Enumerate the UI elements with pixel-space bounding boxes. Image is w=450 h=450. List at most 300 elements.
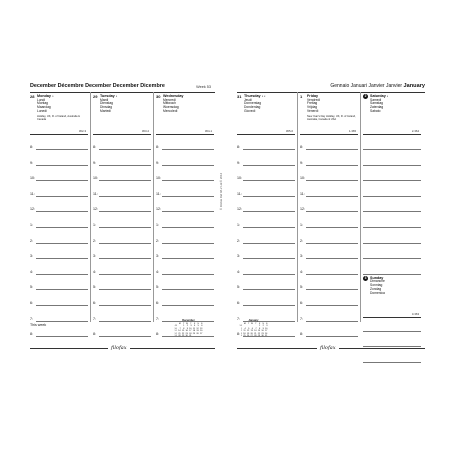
sunday-header-rule	[363, 317, 421, 318]
mini-calendar-date[interactable]: 4	[193, 325, 196, 327]
mini-calendar-date[interactable]: 12	[196, 327, 199, 330]
mini-calendar-date[interactable]: 18	[243, 332, 246, 335]
sunday-name: Sunday	[370, 275, 384, 280]
mini-calendar-week	[239, 335, 268, 338]
day-name-translation: Montag	[37, 101, 48, 106]
hour-line[interactable]	[36, 243, 88, 244]
hour-label: 11:	[93, 191, 98, 196]
hour-label: 4:	[30, 269, 33, 274]
day-header-rule	[363, 134, 421, 135]
hour-label: 10:	[30, 176, 35, 181]
mini-calendar-weekday: S	[200, 322, 203, 325]
hour-line[interactable]	[363, 274, 421, 275]
hour-label: 1:	[300, 223, 303, 227]
day-name-translation: Dinsdag	[100, 105, 113, 110]
hour-label: 10:	[237, 176, 242, 181]
hour-label: 9:	[237, 160, 240, 165]
hour-label: 1:	[156, 223, 159, 227]
hour-line[interactable]	[36, 289, 88, 290]
mini-calendar-date[interactable]: 10	[189, 327, 192, 330]
hour-label: 6:	[156, 301, 159, 305]
mini-calendar-date[interactable]: 2	[186, 325, 188, 327]
this-week-label: This week	[30, 323, 47, 327]
sunday-number: 3	[364, 275, 367, 280]
hour-line[interactable]	[99, 180, 151, 181]
hour-line[interactable]	[162, 258, 214, 259]
hour-label: 11:	[237, 191, 242, 196]
hour-line[interactable]	[36, 336, 88, 337]
hour-label: 12:	[300, 207, 305, 212]
mini-calendar-date[interactable]: 19	[196, 330, 199, 332]
hour-line[interactable]	[99, 305, 151, 306]
day-name-translation: Venerdì	[307, 108, 319, 113]
filofax-logo: filofax	[108, 345, 130, 351]
day-name-translations	[307, 99, 320, 114]
hour-label: 10:	[300, 176, 305, 181]
hour-line[interactable]	[363, 258, 421, 259]
hour-label: 7:	[30, 316, 33, 321]
mini-calendar-date[interactable]: 10	[264, 327, 268, 330]
hour-line[interactable]	[36, 258, 88, 259]
day-name-translation: Freitag	[307, 101, 318, 106]
day-name-translation: Woensdag	[163, 105, 179, 110]
day-count: 2-364	[411, 129, 419, 133]
hour-line[interactable]	[306, 258, 358, 259]
hour-label: 3:	[300, 254, 303, 259]
mini-calendar-date[interactable]: 7	[179, 327, 181, 330]
hour-label: 1:	[237, 223, 240, 227]
hour-line[interactable]	[99, 274, 151, 275]
mini-calendar-date[interactable]: 23	[261, 332, 264, 335]
mini-calendar-date[interactable]: 14	[178, 330, 181, 332]
mini-calendar-week-number: 1	[240, 327, 243, 330]
hour-line[interactable]	[162, 243, 214, 244]
mini-calendar-weekday: T	[247, 322, 250, 325]
day-name-translation: Sonntag	[370, 283, 383, 288]
mini-calendar-date[interactable]: 4	[244, 327, 246, 330]
month-title-main: January	[403, 83, 425, 89]
mini-calendar-date[interactable]: 22	[257, 332, 261, 335]
week-label: Week 53	[196, 85, 211, 89]
mini-calendar-date[interactable]: 26	[246, 335, 250, 337]
sunday-line[interactable]	[363, 331, 421, 332]
day-header-rule	[300, 134, 358, 135]
sunday-line[interactable]	[363, 362, 421, 363]
month-title-december: December Décembre December December Dicembre	[30, 83, 165, 89]
mini-calendar-date[interactable]: 1	[183, 325, 185, 327]
hour-line[interactable]	[243, 305, 295, 306]
hour-line[interactable]	[306, 336, 358, 337]
day-name-text: Tuesday	[100, 94, 115, 98]
day-name-translation: Samedi	[370, 97, 382, 102]
mini-calendar-date[interactable]: 21	[254, 332, 257, 335]
moon-phase-icon: ◐	[385, 94, 389, 98]
sunday-count: 3-363	[411, 311, 419, 316]
hour-label: 3:	[30, 254, 33, 259]
hour-line[interactable]	[243, 165, 295, 166]
hour-line[interactable]	[36, 165, 88, 166]
hour-line[interactable]	[162, 180, 214, 181]
mini-calendar-date[interactable]: 20	[250, 332, 253, 335]
hour-line[interactable]	[243, 258, 295, 259]
day-number: 2	[364, 94, 367, 98]
mini-calendar-weekday: M	[243, 322, 246, 325]
hour-line[interactable]	[306, 321, 358, 322]
mini-calendar-date[interactable]: 16	[261, 330, 264, 332]
hour-line[interactable]	[363, 180, 421, 181]
hour-line[interactable]	[36, 196, 88, 197]
hour-label: 12:	[237, 207, 242, 212]
hour-line[interactable]	[363, 227, 421, 228]
mini-calendar-date[interactable]: 6	[201, 325, 203, 327]
mini-calendar-date[interactable]: 19	[246, 332, 250, 335]
mini-calendar-date[interactable]: 12	[246, 330, 250, 332]
hour-line[interactable]	[36, 211, 88, 212]
day-count: 363-2	[141, 129, 149, 133]
mini-calendar-date[interactable]: 29	[181, 335, 185, 337]
day-name-translation: Mittwoch	[163, 101, 177, 106]
mini-calendar-date[interactable]: 5	[248, 327, 250, 330]
sunday-translations	[370, 280, 385, 295]
mini-calendar-week-number: 50	[174, 327, 178, 330]
hour-label: 1:	[30, 223, 33, 227]
hour-label: 5:	[237, 285, 240, 290]
day-name-translation: Lunedì	[37, 108, 48, 113]
hour-line[interactable]	[36, 149, 88, 150]
mini-calendar-date[interactable]: 14	[254, 330, 257, 332]
hour-label: 8:	[237, 145, 240, 149]
day-name-translation: Donderdag	[244, 105, 261, 110]
mini-calendar-date[interactable]: 17	[264, 330, 268, 332]
hour-label: 8:	[237, 332, 240, 337]
mini-calendar-weekday: T	[255, 322, 257, 325]
day-name-translation: Mercredi	[163, 97, 176, 102]
mini-calendar-weekday: W	[250, 322, 253, 325]
mini-calendar-date[interactable]: 15	[257, 330, 261, 332]
hour-line[interactable]	[162, 196, 214, 197]
mini-calendar-date[interactable]: 20	[199, 330, 203, 332]
mini-calendar-date[interactable]: 17	[189, 330, 192, 332]
hour-line[interactable]	[99, 196, 151, 197]
day-name-text: Friday	[307, 94, 319, 98]
hour-line[interactable]	[162, 165, 214, 166]
hour-line[interactable]	[243, 289, 295, 290]
hour-line[interactable]	[363, 196, 421, 197]
day-header-rule	[93, 134, 151, 135]
hour-label: 11:	[300, 191, 305, 196]
hour-line[interactable]	[36, 227, 88, 228]
hour-line[interactable]	[36, 180, 88, 181]
mini-calendar-date[interactable]: 29	[257, 335, 261, 337]
mini-calendar-date[interactable]: 21	[178, 332, 181, 335]
filofax-logo: filofax	[317, 345, 339, 351]
day-name-translation: Donnerstag	[244, 101, 262, 106]
mini-calendar-weekday: T	[190, 322, 192, 325]
day-count: 364-1	[204, 129, 212, 133]
day-name-translation: Samstag	[370, 101, 384, 106]
day-column[interactable]	[363, 92, 421, 322]
hour-line[interactable]	[243, 243, 295, 244]
hour-line[interactable]	[363, 211, 421, 212]
day-number: 28	[30, 94, 35, 99]
day-count: 1-365	[348, 129, 356, 133]
hour-line[interactable]	[243, 149, 295, 150]
day-name-translation: Martedì	[100, 108, 112, 113]
mini-calendar-date[interactable]: 11	[192, 327, 196, 330]
mini-calendar-week-number: 52	[174, 332, 178, 335]
day-name-text: Wednesday	[163, 94, 184, 98]
mini-calendar-date[interactable]: 7	[255, 327, 257, 330]
hour-label: 9:	[300, 160, 303, 165]
mini-calendar-date[interactable]: 8	[183, 327, 185, 330]
mini-calendar-date[interactable]: 16	[185, 330, 188, 332]
day-column[interactable]	[156, 92, 214, 337]
column-separator	[360, 92, 361, 322]
mini-calendar-grid	[174, 323, 203, 338]
hour-line[interactable]	[363, 243, 421, 244]
day-name-translations	[244, 99, 261, 114]
hour-line[interactable]	[162, 211, 214, 212]
copyright-side-text: © Filofax Ref 68-2 Ltd © 2014	[219, 172, 223, 210]
hour-label: 4:	[300, 269, 303, 274]
mini-calendar-date[interactable]: 9	[186, 327, 188, 330]
day-column[interactable]	[300, 92, 358, 337]
mini-calendar-weekday: W	[185, 322, 188, 325]
hour-line[interactable]	[306, 227, 358, 228]
mini-calendar-week-number: 51	[174, 330, 178, 332]
hour-label: 7:	[300, 316, 303, 321]
month-title-prefix: Gennaio Januari Janvier Janvier	[330, 83, 403, 89]
hour-line[interactable]	[243, 180, 295, 181]
mini-calendar-week	[174, 335, 203, 338]
hour-line[interactable]	[306, 211, 358, 212]
mini-calendar-date[interactable]: 26	[196, 332, 199, 335]
hour-line[interactable]	[243, 227, 295, 228]
hour-label: 12:	[156, 207, 161, 212]
hour-label: 4:	[156, 269, 159, 274]
hour-line[interactable]	[36, 274, 88, 275]
day-name-translation: Vrijdag	[307, 105, 318, 110]
hour-label: 11:	[156, 191, 161, 196]
mini-calendar-date[interactable]: 24	[189, 332, 192, 335]
mini-calendar-weekday: F	[258, 322, 261, 325]
holiday-note: Holiday, UK, R. of Ireland, Australia & Canada	[37, 115, 80, 122]
day-name-translation: Vendredi	[307, 97, 321, 102]
mini-calendar-date[interactable]: 13	[199, 327, 203, 330]
hour-line[interactable]	[99, 321, 151, 322]
mini-calendar-date[interactable]: 22	[181, 332, 185, 335]
hour-label: 4:	[93, 269, 96, 274]
hour-line[interactable]	[306, 180, 358, 181]
mini-calendar-date[interactable]: 25	[192, 332, 196, 335]
hour-label: 2:	[156, 238, 159, 243]
day-name-translation: Sabato	[370, 108, 381, 113]
mini-calendar-weekday: S	[265, 322, 268, 325]
hour-label: 5:	[93, 285, 96, 290]
hour-line[interactable]	[99, 243, 151, 244]
hour-label: 7:	[156, 316, 159, 321]
column-separator	[153, 92, 154, 322]
mini-calendar	[174, 320, 203, 338]
mini-calendar-title: December	[182, 319, 195, 322]
mini-calendar-weekday: F	[193, 322, 196, 325]
hour-label: 2:	[30, 238, 33, 243]
left-page	[30, 83, 215, 355]
hour-line[interactable]	[99, 289, 151, 290]
day-count: 362-3	[78, 129, 86, 133]
mini-calendar-date[interactable]: 3	[266, 325, 268, 327]
hour-label: 6:	[237, 301, 240, 305]
hour-label: 12:	[93, 207, 98, 212]
mini-calendar-date[interactable]: 8	[258, 327, 261, 330]
day-name-translations	[100, 99, 113, 114]
hour-label: 3:	[237, 254, 240, 259]
mini-calendar-weekday: S	[262, 322, 264, 325]
day-column[interactable]	[237, 92, 295, 337]
hour-label: 5:	[156, 285, 159, 290]
hour-label: 7:	[93, 316, 96, 321]
day-name-translations	[37, 99, 51, 114]
hour-line[interactable]	[36, 305, 88, 306]
mini-calendar-date[interactable]: 13	[250, 330, 253, 332]
hour-label: 8:	[93, 145, 96, 149]
day-name-text: Thursday	[244, 94, 261, 98]
hour-line[interactable]	[306, 305, 358, 306]
moon-phase-icon: ◑	[114, 94, 118, 98]
column-separator	[297, 92, 298, 322]
hour-line[interactable]	[99, 258, 151, 259]
hour-label: 8:	[30, 145, 33, 149]
hour-label: 7:	[237, 316, 240, 321]
mini-calendar-date[interactable]: 27	[250, 335, 253, 337]
day-name-text: Monday	[37, 94, 51, 98]
mini-calendar	[239, 320, 268, 338]
hour-label: 9:	[30, 160, 33, 165]
hour-line[interactable]	[162, 274, 214, 275]
hour-line[interactable]	[162, 305, 214, 306]
mini-calendar-date[interactable]: 6	[251, 327, 253, 330]
mini-calendar-date[interactable]: 28	[178, 335, 181, 337]
day-header-rule	[237, 134, 295, 135]
hour-line[interactable]	[99, 165, 151, 166]
hour-line[interactable]	[306, 243, 358, 244]
day-name-translation: Lundi	[37, 97, 46, 102]
moon-phase-icon: ◑ ◐	[260, 94, 266, 98]
mini-calendar-date[interactable]: 18	[192, 330, 196, 332]
mini-calendar-week-number: 53	[174, 335, 178, 337]
hour-line[interactable]	[99, 211, 151, 212]
hour-line[interactable]	[243, 274, 295, 275]
hour-line[interactable]	[243, 211, 295, 212]
day-name-translations	[163, 99, 179, 114]
hour-label: 4:	[237, 269, 240, 274]
mini-calendar-date[interactable]: 28	[254, 335, 257, 337]
mini-calendar-grid	[239, 323, 268, 338]
hour-label: 8:	[93, 332, 96, 337]
mini-calendar-week-number: 49	[174, 325, 178, 327]
mini-calendar-date[interactable]: 3	[190, 325, 192, 327]
day-number: 29	[93, 94, 98, 99]
mini-calendar-date[interactable]: 30	[261, 335, 264, 337]
hour-line[interactable]	[162, 289, 214, 290]
hour-label: 10:	[93, 176, 98, 181]
hour-label: 3:	[93, 254, 96, 259]
hour-line[interactable]	[306, 196, 358, 197]
mini-calendar-date[interactable]: 11	[243, 330, 246, 332]
hour-line[interactable]	[99, 227, 151, 228]
day-name-translation: Domenica	[370, 290, 385, 295]
hour-line[interactable]	[306, 149, 358, 150]
hour-label: 8:	[300, 145, 303, 149]
mini-calendar-date[interactable]: 31	[189, 335, 192, 337]
holiday-note: New Year's Day Holiday, UK, R. of Ireland, Australia, Canada & USA	[307, 115, 356, 122]
hour-label: 6:	[30, 301, 33, 305]
hour-line[interactable]	[363, 149, 421, 150]
mini-calendar-weekday: M	[178, 322, 181, 325]
mini-calendar-date[interactable]: 31	[264, 335, 268, 337]
hour-label: 8:	[156, 332, 159, 337]
hour-line[interactable]	[243, 196, 295, 197]
right-page	[237, 83, 425, 355]
day-number: 30	[156, 94, 161, 99]
mini-calendar-date[interactable]: 23	[185, 332, 188, 335]
mini-calendar-date[interactable]: 24	[264, 332, 268, 335]
mini-calendar-weekday: S	[197, 322, 199, 325]
mini-calendar-date[interactable]: 5	[197, 325, 199, 327]
hour-label: 10:	[156, 176, 161, 181]
hour-line[interactable]	[306, 289, 358, 290]
hour-line[interactable]	[99, 336, 151, 337]
day-name-translation: Giovedì	[244, 108, 256, 113]
mini-calendar-date[interactable]: 25	[243, 335, 246, 337]
mini-calendar-date[interactable]: 30	[185, 335, 188, 337]
hour-label: 1:	[93, 223, 96, 227]
day-name-translation: Jeudi	[244, 97, 252, 102]
hour-label: 3:	[156, 254, 159, 259]
day-number: 31	[237, 94, 242, 99]
mini-calendar-date[interactable]: 27	[199, 332, 203, 335]
month-title-january	[330, 83, 425, 90]
hour-line[interactable]	[306, 274, 358, 275]
hour-label: 2:	[300, 238, 303, 243]
mini-calendar-week-number: 2	[240, 330, 243, 332]
mini-calendar-week-number: 3	[240, 332, 243, 335]
hour-line[interactable]	[162, 227, 214, 228]
hour-line[interactable]	[306, 165, 358, 166]
day-name-translation: Dienstag	[100, 101, 114, 106]
column-separator	[90, 92, 91, 322]
mini-calendar-date[interactable]: 1	[258, 325, 261, 327]
mini-calendar-date	[199, 332, 203, 338]
mini-calendar-date[interactable]: 15	[181, 330, 185, 332]
hour-line[interactable]	[363, 165, 421, 166]
hour-label: 9:	[93, 160, 96, 165]
hour-label: 2:	[93, 238, 96, 243]
day-name-translations	[370, 99, 383, 114]
mini-calendar-date[interactable]: 2	[262, 325, 264, 327]
hour-label: 12:	[30, 207, 35, 212]
hour-line[interactable]	[99, 149, 151, 150]
hour-label: 8:	[156, 145, 159, 149]
mini-calendar-date[interactable]: 9	[262, 327, 264, 330]
hour-label: 2:	[237, 238, 240, 243]
day-name-translation: Dimanche	[370, 279, 385, 284]
hour-line[interactable]	[162, 149, 214, 150]
mini-calendar-week-number: 53	[239, 325, 243, 327]
day-column[interactable]	[93, 92, 151, 337]
mini-calendar-weekday: T	[182, 322, 185, 325]
hour-line[interactable]	[36, 321, 88, 322]
